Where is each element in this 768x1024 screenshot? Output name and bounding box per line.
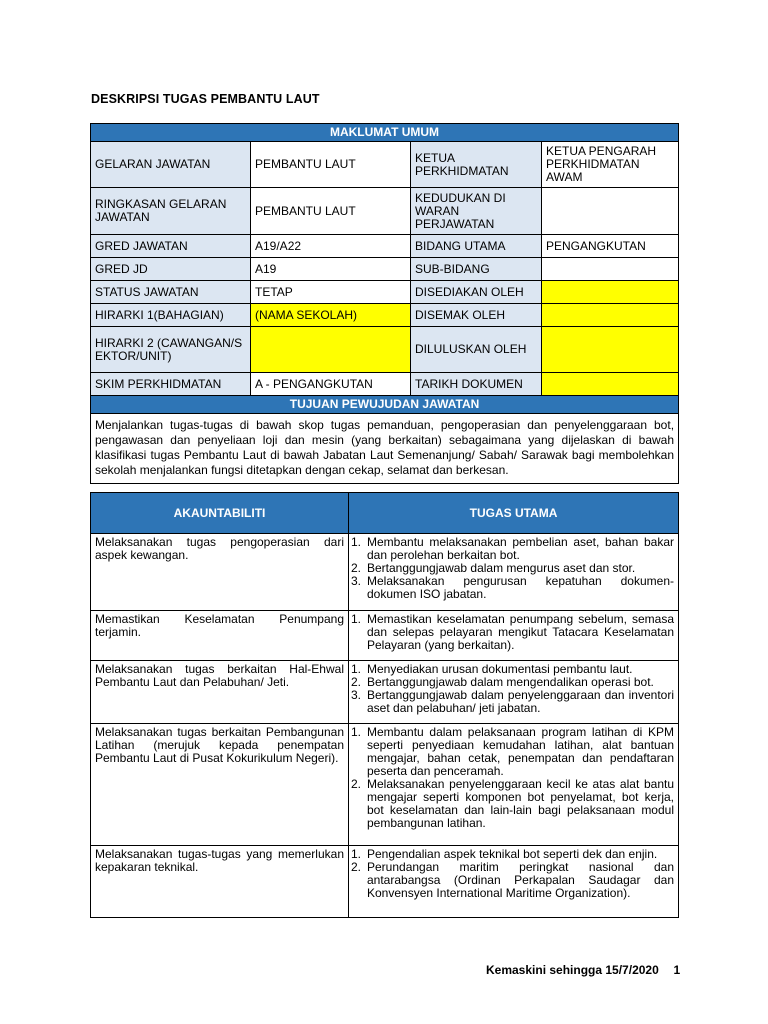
value-skim-perkhidmatan: A - PENGANGKUTAN [251,373,411,396]
footer-updated: Kemaskini sehingga 15/7/2020 [486,963,659,977]
list-item: 1. Pengendalian aspek teknikal bot seperti dek dan enjin. [351,847,658,861]
label-disemak-oleh: DISEMAK OLEH [411,304,542,327]
label-tarikh-dokumen: TARIKH DOKUMEN [411,373,542,396]
value-kedudukan-waran [542,188,679,235]
label-hirarki-1: HIRARKI 1(BAHAGIAN) [91,304,251,327]
list-item: 2. Bertanggungjawab dalam mengendalikan operasi bot. [351,675,654,689]
accountability-3: Melaksanakan tugas berkaitan Hal-Ehwal Pembantu Laut dan Pelabuhan/ Jeti. [91,661,349,724]
tasks-4 [349,724,679,846]
accountability-5: Melaksanakan tugas-tugas yang memerlukan kepakaran teknikal. [91,846,349,918]
document-title: DESKRIPSI TUGAS PEMBANTU LAUT [91,92,320,106]
value-hirarki-1: (NAMA SEKOLAH) [251,304,411,327]
value-diluluskan-oleh [542,327,679,373]
tujuan-header: TUJUAN PEWUJUDAN JAWATAN [91,396,679,414]
list-item: 1. Menyediakan urusan dokumentasi pembantu laut. [351,662,633,676]
list-item: 1. Membantu melaksanakan pembelian aset, bahan bakar dan perolehan berkaitan bot. [351,535,674,562]
akauntabiliti-table [90,492,679,918]
label-skim-perkhidmatan: SKIM PERKHIDMATAN [91,373,251,396]
label-sub-bidang: SUB-BIDANG [411,258,542,281]
label-bidang-utama: BIDANG UTAMA [411,235,542,258]
value-gred-jd: A19 [251,258,411,281]
value-hirarki-2 [251,327,411,373]
label-hirarki-2: HIRARKI 2 (CAWANGAN/SEKTOR/UNIT) [91,327,251,373]
value-bidang-utama: PENGANGKUTAN [542,235,679,258]
label-ketua-perkhidmatan: KETUA PERKHIDMATAN [411,142,542,188]
tasks-5 [349,846,679,918]
value-ringkasan-gelaran: PEMBANTU LAUT [251,188,411,235]
value-ketua-perkhidmatan: KETUA PENGARAH PERKHIDMATAN AWAM [542,142,679,188]
tasks-1 [349,534,679,611]
value-gelaran-jawatan: PEMBANTU LAUT [251,142,411,188]
maklumat-umum-header: MAKLUMAT UMUM [91,124,679,142]
tujuan-text: Menjalankan tugas-tugas di bawah skop tugas pemanduan, pengoperasian dan penyelenggaraan bot, pengawasan dan penyeliaan loji dan mesin (yang berkaitan) sebagaimana yang dijelaskan di bawah klasifikasi tugas Pembantu Laut di bawah Jabatan Laut Semenanjung/ Sabah/ Sarawak bagi membolehkan sekolah menjalankan fungsi ditetapkan dengan cekap, selamat dan berkesan. [91,414,679,484]
list-item: 2. Melaksanakan penyelenggaraan kecil ke atas alat bantu mengajar seperti komponen bot penyelamat, bot kerja, bot keselamatan dan lain-lain bagi pelaksanaan modul pembangunan latihan. [351,777,674,830]
label-diluluskan-oleh: DILULUSKAN OLEH [411,327,542,373]
akauntabiliti-header: AKAUNTABILITI [91,493,349,534]
list-item: 3. Melaksanakan pengurusan kepatuhan dokumen-dokumen ISO jabatan. [351,574,674,601]
value-gred-jawatan: A19/A22 [251,235,411,258]
value-disemak-oleh [542,304,679,327]
label-status-jawatan: STATUS JAWATAN [91,281,251,304]
label-gred-jawatan: GRED JAWATAN [91,235,251,258]
list-item: 2. Bertanggungjawab dalam mengurus aset dan stor. [351,561,636,575]
maklumat-umum-table [90,123,679,484]
label-ringkasan-gelaran: RINGKASAN GELARAN JAWATAN [91,188,251,235]
value-sub-bidang [542,258,679,281]
list-item: 1. Memastikan keselamatan penumpang sebelum, semasa dan selepas pelayaran mengikut Tatacara Keselamatan Pelayaran (yang berkaitan). [351,612,674,652]
tasks-2 [349,611,679,661]
page-number: 1 [673,963,681,977]
value-tarikh-dokumen [542,373,679,396]
label-kedudukan-waran: KEDUDUKAN DI WARAN PERJAWATAN [411,188,542,235]
tasks-3 [349,661,679,724]
accountability-4: Melaksanakan tugas berkaitan Pembangunan Latihan (merujuk kepada penempatan Pembantu Laut di Pusat Kokurikulum Negeri). [91,724,349,846]
accountability-2: Memastikan Keselamatan Penumpang terjamin. [91,611,349,661]
list-item: 3. Bertanggungjawab dalam penyelenggaraan dan inventori aset dan pelabuhan/ jeti jabatan. [351,688,674,715]
page-footer [486,963,680,977]
tugas-utama-header: TUGAS UTAMA [349,493,679,534]
label-gred-jd: GRED JD [91,258,251,281]
list-item: 2. Perundangan maritim peringkat nasional dan antarabangsa (Ordinan Perkapalan Saudagar dan Konvensyen International Maritime Organization). [351,860,674,900]
value-disediakan-oleh [542,281,679,304]
list-item: 1. Membantu dalam pelaksanaan program latihan di KPM seperti penyediaan kemudahan latihan, alat bantuan mengajar, bahan cetak, penempatan dan pendaftaran peserta dan penceramah. [351,725,674,778]
accountability-1: Melaksanakan tugas pengoperasian dari aspek kewangan. [91,534,349,611]
value-status-jawatan: TETAP [251,281,411,304]
label-disediakan-oleh: DISEDIAKAN OLEH [411,281,542,304]
label-gelaran-jawatan: GELARAN JAWATAN [91,142,251,188]
